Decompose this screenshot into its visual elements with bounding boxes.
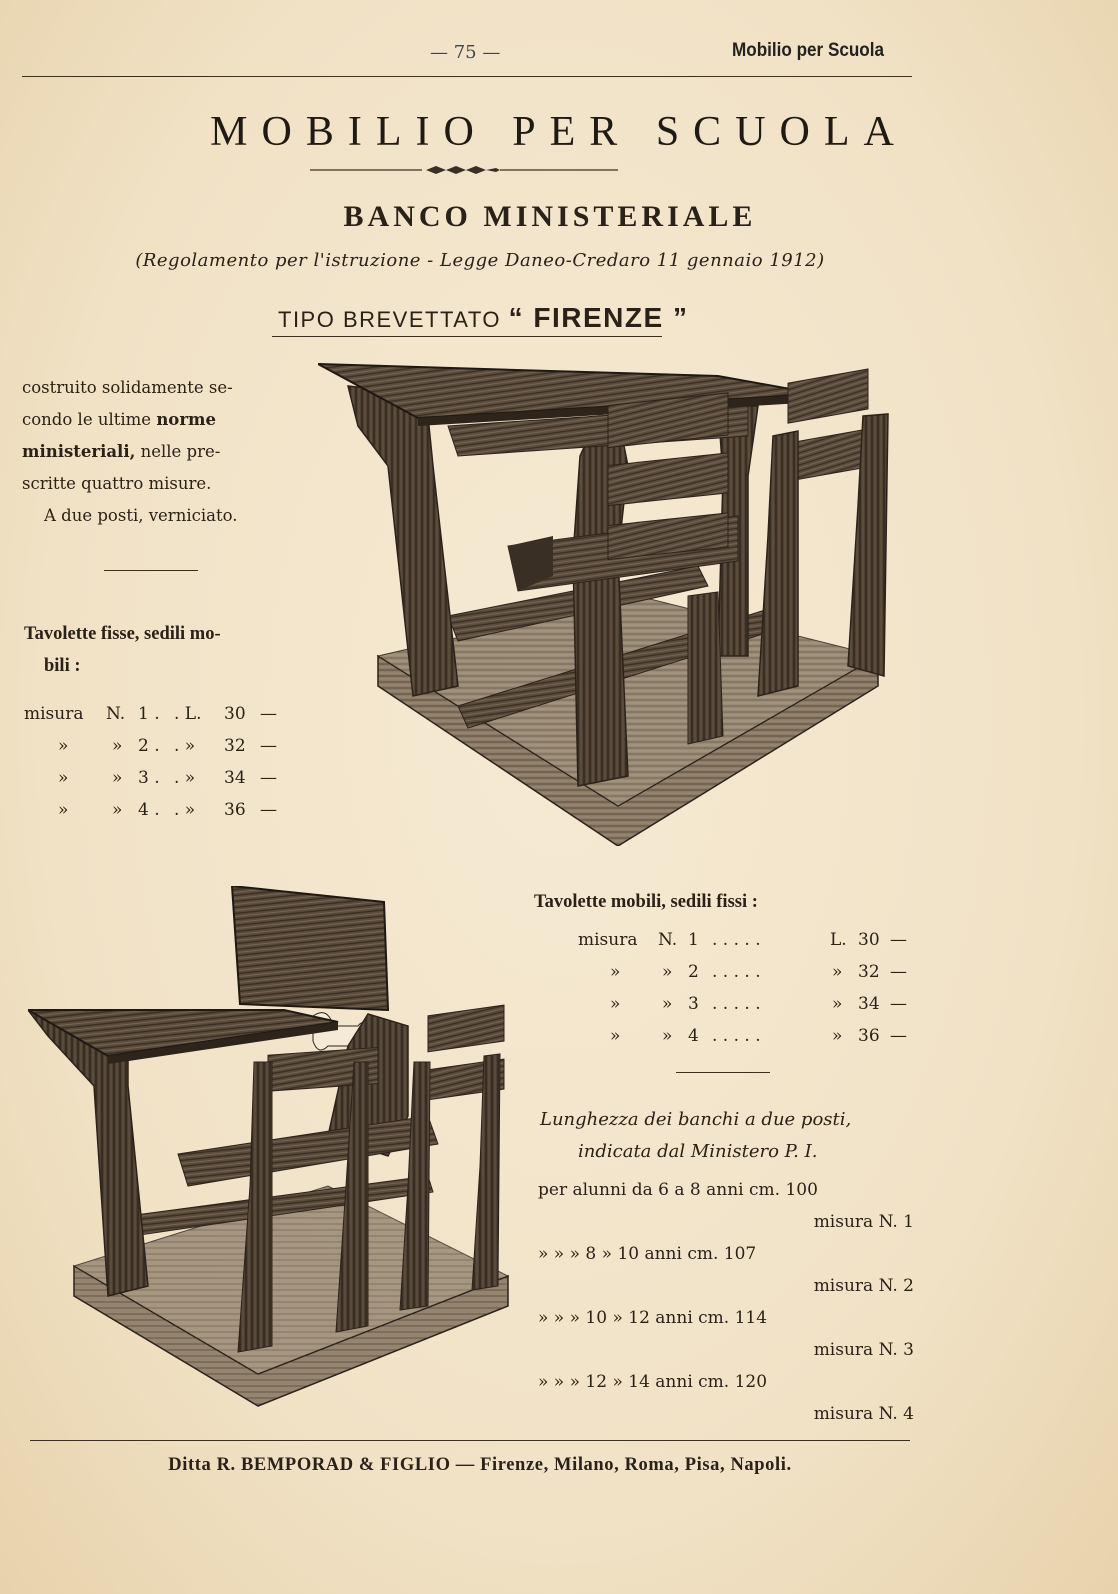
- length-row-misura: [538, 1276, 914, 1308]
- page-title: MOBILIO PER SCUOLA: [210, 109, 908, 155]
- desc-line-3: [22, 436, 292, 468]
- price-row-dots: . . . . .: [712, 962, 761, 982]
- footer-rule: [30, 1440, 910, 1441]
- price-row-price: 36: [224, 800, 246, 820]
- price-row-price: 32: [858, 962, 880, 982]
- model-underline: [272, 336, 662, 337]
- price-row-n: N.: [658, 930, 678, 950]
- model-prefix: TIPO BREVETTATO: [278, 307, 501, 332]
- price-row-label: »: [610, 1026, 621, 1046]
- price-row-currency: »: [832, 994, 843, 1014]
- price-row-currency: »: [832, 1026, 843, 1046]
- price-row-currency: L.: [830, 930, 847, 950]
- price-row-dash: —: [890, 1026, 907, 1046]
- length-row-text: » » » 12 » 14 anni cm. 120: [538, 1372, 768, 1392]
- title-ornament: [300, 160, 630, 180]
- price-row-label: misura: [24, 704, 84, 724]
- price-row-label: »: [58, 800, 69, 820]
- price-row-price: 34: [858, 994, 880, 1014]
- price-row-label: »: [58, 768, 69, 788]
- length-row: [538, 1180, 914, 1212]
- price-row-n: »: [662, 994, 673, 1014]
- price-row-price: 30: [858, 930, 880, 950]
- desc-line-1: costruito solidamente se-: [22, 378, 233, 397]
- desc-line-2-text: condo le ultime: [22, 410, 152, 429]
- length-row: [538, 1372, 914, 1404]
- price-row-price: 36: [858, 1026, 880, 1046]
- price-row-size: 3 .: [138, 768, 160, 788]
- price-row-dash: —: [260, 704, 277, 724]
- page-number: — 75 —: [430, 42, 501, 63]
- price-row-n: »: [112, 768, 123, 788]
- desc-line-3-text: nelle pre-: [140, 442, 221, 461]
- fixed-heading-line-2: bili :: [44, 656, 81, 676]
- length-row-text: » » » 8 » 10 anni cm. 107: [538, 1244, 757, 1264]
- price-row-dash: —: [260, 800, 277, 820]
- price-row-dash: —: [890, 930, 907, 950]
- price-row-currency: »: [832, 962, 843, 982]
- price-row-n: »: [662, 1026, 673, 1046]
- price-row-dots: . . . . .: [712, 994, 761, 1014]
- price-row-size: 2 .: [138, 736, 160, 756]
- price-row-n: »: [112, 800, 123, 820]
- price-row-label: misura: [578, 930, 638, 950]
- price-row-size: 4 .: [138, 800, 160, 820]
- publisher-footer: Ditta R. BEMPORAD & FIGLIO — Firenze, Milano, Roma, Pisa, Napoli.: [168, 1455, 792, 1475]
- length-row-misura-text: misura N. 2: [813, 1276, 914, 1296]
- desc-bold-1: norme: [156, 410, 216, 429]
- price-row-dash: —: [890, 962, 907, 982]
- prices-divider: [676, 1072, 770, 1073]
- length-row-misura-text: misura N. 4: [813, 1404, 914, 1424]
- price-row-price: 32: [224, 736, 246, 756]
- price-row-n: »: [112, 736, 123, 756]
- lengths-line-1: Lunghezza dei banchi a due posti,: [540, 1109, 852, 1130]
- product-subtitle: BANCO MINISTERIALE: [343, 200, 757, 233]
- desc-line-2: [22, 404, 292, 436]
- desc-line-5: A due posti, verniciato.: [44, 506, 238, 525]
- fixed-desks-heading: [24, 618, 294, 682]
- price-row-currency: . »: [174, 800, 196, 820]
- price-row-dots: . . . . .: [712, 930, 761, 950]
- price-row-size: 1 .: [138, 704, 160, 724]
- desc-line-4: scritte quattro misure.: [22, 474, 212, 493]
- price-row-size: 2: [688, 962, 699, 982]
- price-row-price: 34: [224, 768, 246, 788]
- desc-bold-2: ministeriali,: [22, 442, 136, 461]
- length-row-misura: [538, 1212, 914, 1244]
- desk-illustration-mobile: [28, 886, 518, 1408]
- price-row-label: »: [610, 994, 621, 1014]
- desc-divider: [104, 570, 198, 571]
- price-row-dots: . . . . .: [712, 1026, 761, 1046]
- mobile-desks-heading: Tavolette mobili, sedili fissi :: [534, 892, 758, 912]
- price-row-label: »: [610, 962, 621, 982]
- price-row-dash: —: [260, 736, 277, 756]
- header-rule: [22, 76, 912, 77]
- lengths-line-2: indicata dal Ministero P. I.: [578, 1141, 818, 1162]
- price-row-label: »: [58, 736, 69, 756]
- running-title: Mobilio per Scuola: [732, 40, 885, 61]
- price-row-price: 30: [224, 704, 246, 724]
- price-row-currency: . »: [174, 736, 196, 756]
- regulation-note: (Regolamento per l'istruzione - Legge Daneo-Credaro 11 gennaio 1912): [135, 250, 825, 271]
- length-row-misura: [538, 1340, 914, 1372]
- length-row-text: per alunni da 6 a 8 anni cm. 100: [538, 1180, 818, 1200]
- length-row-misura-text: misura N. 1: [813, 1212, 914, 1232]
- description: [22, 372, 292, 532]
- lengths-table: [538, 1180, 914, 1436]
- length-row: [538, 1244, 914, 1276]
- lengths-heading: [540, 1104, 920, 1168]
- price-row-size: 4: [688, 1026, 699, 1046]
- price-row-n: »: [662, 962, 673, 982]
- price-row-size: 3: [688, 994, 699, 1014]
- desk-illustration-fixed: [318, 356, 898, 846]
- price-row-dash: —: [260, 768, 277, 788]
- length-row-text: » » » 10 » 12 anni cm. 114: [538, 1308, 768, 1328]
- length-row-misura: [538, 1404, 914, 1436]
- price-row-size: 1: [688, 930, 699, 950]
- price-row-currency: . L.: [174, 704, 202, 724]
- price-row-currency: . »: [174, 768, 196, 788]
- fixed-heading-line-1: Tavolette fisse, sedili mo-: [24, 624, 221, 644]
- length-row: [538, 1308, 914, 1340]
- model-heading: [278, 302, 688, 334]
- model-name: “ FIRENZE ”: [508, 302, 689, 333]
- price-row-n: N.: [106, 704, 126, 724]
- length-row-misura-text: misura N. 3: [813, 1340, 914, 1360]
- price-row-dash: —: [890, 994, 907, 1014]
